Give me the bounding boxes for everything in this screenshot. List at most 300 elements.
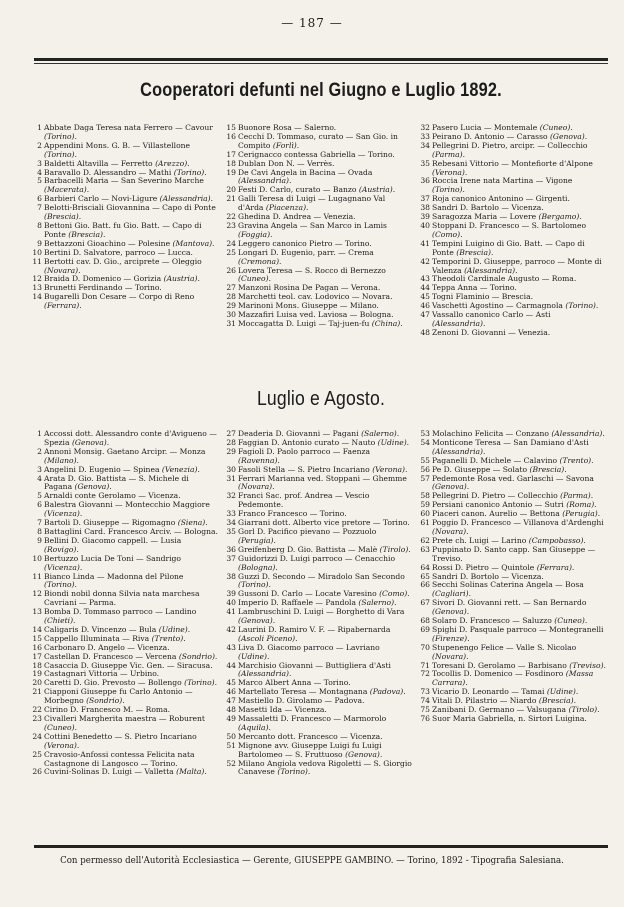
entry-number: 32 bbox=[420, 123, 430, 132]
entry-place: (Chieti). bbox=[44, 616, 76, 626]
entry-text: Massaletti D. Francesco — Marmorolo bbox=[238, 714, 387, 723]
entry-place: (Alessandria). bbox=[238, 669, 292, 679]
entry-place: (Torino). bbox=[432, 185, 465, 195]
entry-number: 17 bbox=[226, 149, 236, 159]
entry-text: Pasero Lucia — Montemale bbox=[432, 123, 538, 132]
entry-place: (Milano). bbox=[44, 455, 79, 465]
entry-number: 40 bbox=[420, 220, 430, 230]
entry-number: 18 bbox=[226, 158, 236, 168]
entry-place: (Genova). bbox=[432, 607, 470, 617]
entry-number: 29 bbox=[226, 301, 236, 311]
entry-place: (Ravenna). bbox=[238, 455, 280, 465]
entry-text: Bugarelli Don Cesare — Corpo di Reno bbox=[44, 292, 195, 302]
entry-text: Bertotti cav. D. Gio., arciprete — Oleggio bbox=[44, 256, 202, 266]
entry-place: (Novara). bbox=[432, 526, 469, 536]
entry-text: Vaschetti Agostino — Carmagnola bbox=[432, 301, 563, 311]
entry-text: Cirino D. Francesco M. — Roma. bbox=[44, 705, 171, 715]
entry-text: Toresani D. Gerolamo — Barbisano bbox=[432, 660, 567, 670]
entry-number: 9 bbox=[37, 238, 42, 248]
entry-number: 30 bbox=[226, 310, 236, 320]
entry-number: 39 bbox=[420, 212, 430, 222]
entry-text: Vassallo canonico Carlo — Asti bbox=[432, 310, 551, 320]
entry-place: (Brescia). bbox=[68, 229, 106, 239]
entry-number: 47 bbox=[226, 696, 236, 706]
entry-text: Bellini D. Giacomo cappell. — Lusia bbox=[44, 535, 182, 545]
list-item bbox=[418, 142, 606, 160]
entry-text: Bomba D. Tommaso parroco — Landino bbox=[44, 607, 197, 617]
entry-place: (Cuneo). bbox=[554, 616, 588, 626]
entry-place: (Aquila). bbox=[238, 722, 271, 732]
entry-text: Balestra Giovanni — Montecchio Maggiore bbox=[44, 500, 210, 510]
list-item bbox=[418, 439, 606, 457]
list-item bbox=[418, 670, 606, 688]
entry-place: (Udine). bbox=[158, 624, 191, 634]
entry-number: 20 bbox=[32, 678, 42, 688]
entry-number: 57 bbox=[420, 473, 430, 483]
list-item bbox=[418, 599, 606, 617]
entry-text: Bartoli D. Giuseppe — Rigomagno bbox=[44, 518, 176, 528]
entry-text: Peirano D. Antonio — Carasso bbox=[432, 131, 548, 141]
entry-number: 42 bbox=[226, 624, 236, 634]
list-item bbox=[418, 519, 606, 537]
entry-text: Milano Angiola vedova Rigoletti — S. Giorgio Canavese bbox=[238, 758, 412, 777]
entry-number: 73 bbox=[420, 687, 430, 697]
entry-text: Liva D. Giacomo parroco — Lavriano bbox=[238, 642, 380, 652]
entry-number: 8 bbox=[37, 220, 42, 230]
entry-text: Arnaldi conte Gerolamo — Vicenza. bbox=[44, 491, 181, 501]
entry-number: 34 bbox=[420, 140, 430, 150]
entry-place: (Alessandria). bbox=[159, 194, 214, 204]
entry-number: 58 bbox=[420, 491, 430, 501]
entry-place: (Bologna). bbox=[238, 562, 278, 572]
entry-place: (Campobasso). bbox=[528, 535, 586, 545]
entry-text: Molachino Felicita — Conzano bbox=[432, 429, 549, 438]
entry-place: (Alessandria). bbox=[432, 318, 486, 328]
entry-number: 5 bbox=[37, 176, 42, 186]
entry-text: Gussoni D. Carlo — Locate Varesino bbox=[238, 589, 377, 599]
entry-number: 16 bbox=[226, 131, 236, 141]
entry-text: Lambruschini D. Luigi — Borghetto di Vara bbox=[238, 607, 405, 617]
entry-text: Teppa Anna — Torino. bbox=[432, 283, 517, 293]
entry-number: 61 bbox=[420, 518, 430, 528]
entry-place: (Massa Carrara). bbox=[432, 669, 594, 688]
entry-text: Solaro D. Francesco — Saluzzo bbox=[432, 616, 552, 626]
entry-place: (Novara). bbox=[238, 482, 275, 492]
entry-number: 5 bbox=[37, 491, 42, 501]
entry-number: 3 bbox=[37, 464, 42, 474]
list-item bbox=[30, 430, 218, 448]
entry-number: 75 bbox=[420, 705, 430, 715]
entry-place: (Perugia). bbox=[238, 535, 276, 545]
entry-number: 53 bbox=[420, 429, 430, 438]
entry-text: Fasoli Stella — S. Pietro Incariano bbox=[238, 464, 370, 474]
list-item bbox=[418, 222, 606, 240]
entry-text: Civalleri Margherita maestra — Roburent bbox=[44, 714, 205, 723]
bottom-rule-thick bbox=[34, 845, 608, 848]
entry-place: (Genova). bbox=[549, 131, 588, 141]
entry-place: (China). bbox=[371, 318, 403, 328]
entry-text: Deaderia D. Giovanni — Pagani bbox=[238, 429, 359, 438]
entry-text: Baldetti Altavilla — Ferretto bbox=[44, 158, 153, 168]
entry-text: Gravina Angela — San Marco in Lamis bbox=[238, 220, 387, 230]
entry-number: 19 bbox=[226, 167, 236, 177]
list-item bbox=[224, 573, 412, 591]
entry-text: Marco Albert Anna — Torino. bbox=[238, 678, 351, 688]
entry-number: 70 bbox=[420, 642, 430, 652]
entry-number: 22 bbox=[226, 212, 236, 222]
entry-number: 35 bbox=[420, 158, 430, 168]
list-item bbox=[418, 240, 606, 258]
entry-text: Marinoni Mons. Giuseppe — Milano. bbox=[238, 301, 379, 311]
entry-number: 25 bbox=[32, 749, 42, 759]
entry-text: Giarrani dott. Alberto vice pretore — Torino. bbox=[238, 518, 410, 528]
entry-place: (Torino). bbox=[277, 767, 311, 777]
list-item bbox=[30, 733, 218, 751]
entry-number: 59 bbox=[420, 500, 430, 510]
entry-place: (Torino). bbox=[44, 149, 77, 159]
entry-text: Theodoli Cardinale Augusto — Roma. bbox=[432, 274, 577, 284]
entry-text: Sivori D. Giovanni rett. — San Bernardo bbox=[432, 598, 587, 608]
entry-text: Zanibani D. Germano — Valsugana bbox=[432, 705, 567, 715]
list-item bbox=[224, 742, 412, 760]
entry-place: (Novara). bbox=[432, 651, 469, 661]
entry-text: Barbacelli Maria — San Severino Marche bbox=[44, 176, 204, 186]
entry-place: (Torino). bbox=[44, 580, 77, 590]
entry-text: Mastiello D. Girolamo — Padova. bbox=[238, 696, 365, 706]
entry-text: Annoni Monsig. Gaetano Arcipr. — Monza bbox=[44, 446, 206, 456]
entry-text: Ciapponi Giuseppe fu Carlo Antonio — Morbegno bbox=[44, 687, 193, 706]
entry-number: 35 bbox=[226, 526, 236, 536]
entry-text: Rebesani Vittorio — Montefiorte d'Alpone bbox=[432, 158, 593, 168]
list-item bbox=[30, 475, 218, 493]
entry-number: 32 bbox=[226, 491, 236, 501]
entry-text: Suor Maria Gabriella, n. Sirtori Luigina. bbox=[432, 714, 587, 723]
entry-place: (Novara). bbox=[44, 265, 81, 275]
list-item bbox=[30, 124, 218, 142]
entry-text: Sandri D. Bartolo — Vicenza. bbox=[432, 203, 544, 213]
list-item bbox=[418, 644, 606, 662]
entry-number: 21 bbox=[226, 194, 236, 204]
entry-number: 7 bbox=[37, 203, 42, 213]
entry-number: 43 bbox=[420, 274, 430, 284]
entry-text: Dublan Don N. — Verrès. bbox=[238, 158, 335, 168]
entry-place: (Treviso). bbox=[569, 660, 606, 670]
list-item bbox=[224, 528, 412, 546]
list-item bbox=[224, 644, 412, 662]
entry-text: Franco Francesco — Torino. bbox=[238, 509, 347, 519]
entry-place: (Ferrara). bbox=[44, 301, 82, 311]
entry-number: 74 bbox=[420, 696, 430, 706]
entry-place: (Udine). bbox=[377, 437, 410, 447]
list-item bbox=[224, 715, 412, 733]
entry-number: 49 bbox=[226, 714, 236, 723]
entry-number: 31 bbox=[226, 318, 236, 328]
page-number: — 187 — bbox=[281, 16, 343, 30]
list-item bbox=[224, 608, 412, 626]
entry-text: Castellan D. Francesco — Vercena bbox=[44, 651, 177, 661]
list-item bbox=[224, 448, 412, 466]
entry-number: 45 bbox=[420, 292, 430, 302]
list-item bbox=[224, 555, 412, 573]
entry-text: Bettazzoni Gioachino — Polesine bbox=[44, 238, 171, 248]
entry-text: Barbieri Carlo — Novi-Ligure bbox=[44, 194, 158, 204]
entry-number: 25 bbox=[226, 247, 236, 257]
entry-number: 44 bbox=[226, 660, 236, 670]
entry-text: Rossi D. Pietro — Quintole bbox=[432, 562, 535, 572]
entry-number: 3 bbox=[37, 158, 42, 168]
entry-number: 46 bbox=[420, 301, 430, 311]
entry-text: Roccia Irene nata Martina — Vigone bbox=[432, 176, 573, 186]
list-item bbox=[224, 267, 412, 285]
entry-number: 14 bbox=[32, 292, 42, 302]
entry-number: 43 bbox=[226, 642, 236, 652]
entry-text: Fagioli D. Paolo parroco — Faenza bbox=[238, 446, 370, 456]
entry-place: (Genova). bbox=[74, 482, 112, 492]
list-item bbox=[30, 448, 218, 466]
entry-number: 65 bbox=[420, 571, 430, 581]
entry-place: (Brescia). bbox=[538, 696, 577, 706]
list-item bbox=[30, 768, 218, 777]
entry-text: Greifenberg D. Gio. Battista — Malè bbox=[238, 544, 378, 554]
entry-number: 16 bbox=[32, 642, 42, 652]
entry-number: 10 bbox=[32, 553, 42, 563]
entry-place: (Vicenza). bbox=[44, 509, 83, 519]
entry-text: Puppinato D. Santo capp. San Giuseppe — Treviso. bbox=[432, 544, 596, 563]
entry-number: 21 bbox=[32, 687, 42, 697]
entry-number: 29 bbox=[226, 446, 236, 456]
list-column bbox=[30, 430, 224, 840]
entry-number: 36 bbox=[420, 176, 430, 186]
entry-number: 9 bbox=[37, 535, 42, 545]
entry-text: Saragozza Maria — Lovere bbox=[432, 212, 537, 222]
entry-number: 11 bbox=[32, 571, 42, 581]
entry-number: 45 bbox=[226, 678, 236, 688]
entry-number: 41 bbox=[226, 607, 236, 617]
list-item bbox=[224, 133, 412, 151]
entry-number: 20 bbox=[226, 185, 236, 195]
entry-number: 69 bbox=[420, 624, 430, 634]
list-item bbox=[224, 662, 412, 680]
top-rule-thick bbox=[34, 58, 608, 61]
entry-text: Tempini Luigino di Gio. Batt. — Capo di Ponte bbox=[432, 238, 585, 257]
entry-place: (Foggia). bbox=[238, 229, 273, 239]
entry-number: 24 bbox=[226, 238, 236, 248]
entry-text: Braida D. Domenico — Gorizia bbox=[44, 274, 162, 284]
entry-number: 19 bbox=[32, 669, 42, 679]
entry-number: 2 bbox=[37, 446, 42, 456]
entry-number: 6 bbox=[37, 500, 42, 510]
entry-place: (Tirolo). bbox=[568, 705, 600, 715]
entry-place: (Austria). bbox=[163, 274, 200, 284]
entry-number: 51 bbox=[226, 740, 236, 750]
entry-place: (Parma). bbox=[432, 149, 465, 159]
entry-number: 37 bbox=[420, 194, 430, 204]
entry-number: 1 bbox=[37, 429, 42, 438]
entry-text: Mazzafiri Luisa ved. Laviosa — Bologna. bbox=[238, 310, 394, 320]
section-title-july-august: Luglio e Agosto. bbox=[256, 388, 386, 410]
entry-place: (Firenze). bbox=[432, 633, 470, 643]
entry-text: Cuvini-Solinas D. Luigi — Valletta bbox=[44, 767, 174, 777]
entry-text: Piaceri canon. Aurelio — Bettona bbox=[432, 509, 560, 519]
entry-number: 50 bbox=[226, 731, 236, 741]
entry-number: 11 bbox=[32, 256, 42, 266]
entry-place: (Cagliari). bbox=[432, 589, 471, 599]
entry-number: 12 bbox=[32, 589, 42, 599]
entry-text: Paganelli D. Michele — Calavino bbox=[432, 455, 558, 465]
entry-text: Guzzi D. Secondo — Miradolo San Secondo bbox=[238, 571, 405, 581]
entry-text: Laurini D. Ramiro V. F. — Ripabernarda bbox=[238, 624, 391, 634]
section-june-july-list bbox=[30, 124, 612, 374]
entry-text: Franci Sac. prof. Andrea — Vescio Pedemonte. bbox=[238, 491, 370, 510]
entry-text: Castagnari Vittoria — Urbino. bbox=[44, 669, 160, 679]
list-item bbox=[30, 222, 218, 240]
list-item bbox=[418, 581, 606, 599]
entry-number: 42 bbox=[420, 256, 430, 266]
entry-text: Baravallo D. Alessandro — Mathi bbox=[44, 167, 172, 177]
entry-text: Battaglini Card. Francesco Arciv. — Bologna. bbox=[44, 526, 218, 536]
entry-number: 17 bbox=[32, 651, 42, 661]
entry-place: (Roma). bbox=[566, 500, 597, 510]
entry-number: 38 bbox=[226, 571, 236, 581]
entry-text: Masetti Ida — Vicenza. bbox=[238, 705, 327, 715]
list-item bbox=[30, 715, 218, 733]
list-column bbox=[224, 124, 418, 374]
entry-place: (Bergamo). bbox=[538, 212, 582, 222]
entry-place: (Vicenza). bbox=[44, 562, 83, 572]
entry-text: Accossi dott. Alessandro conte d'Avigueno — Spezia bbox=[44, 429, 217, 447]
list-item bbox=[30, 537, 218, 555]
entry-number: 22 bbox=[32, 705, 42, 715]
entry-place: (Brescia). bbox=[44, 212, 82, 222]
entry-text: Marchisio Giovanni — Buttigliera d'Asti bbox=[238, 660, 391, 670]
entry-number: 28 bbox=[226, 292, 236, 302]
entry-text: Pe D. Giuseppe — Solato bbox=[432, 464, 528, 474]
entry-number: 27 bbox=[226, 283, 236, 293]
list-column bbox=[418, 124, 612, 374]
entry-text: De Cavi Angela in Bacina — Ovada bbox=[238, 167, 373, 177]
entry-number: 26 bbox=[226, 265, 236, 275]
imprint-footer: Con permesso dell'Autorità Ecclesiastica — Gerente, GIUSEPPE GAMBINO. — Torino, 1892 - Tipografia Salesiana. bbox=[60, 856, 564, 866]
entry-place: (Venezia). bbox=[161, 464, 200, 474]
list-item bbox=[224, 249, 412, 267]
list-column bbox=[224, 430, 418, 840]
entry-place: (Como). bbox=[379, 589, 410, 599]
list-item bbox=[30, 608, 218, 626]
entry-text: Brunetti Ferdinando — Torino. bbox=[44, 283, 162, 293]
entry-number: 33 bbox=[420, 131, 430, 141]
entry-number: 13 bbox=[32, 607, 42, 617]
list-item bbox=[418, 715, 606, 724]
entry-text: Marchetti teol. cav. Lodovico — Novara. bbox=[238, 292, 393, 302]
entry-number: 18 bbox=[32, 660, 42, 670]
entry-place: (Tirolo). bbox=[379, 544, 411, 554]
entry-number: 55 bbox=[420, 455, 430, 465]
list-item bbox=[224, 222, 412, 240]
entry-text: Cappello Illuminata — Riva bbox=[44, 633, 150, 643]
entry-text: Lovera Teresa — S. Rocco di Bernezzo bbox=[238, 265, 386, 275]
entry-place: (Piacenza). bbox=[265, 203, 309, 213]
entry-place: (Udine). bbox=[238, 651, 270, 661]
entry-text: Casaccia D. Giuseppe Vic. Gen. — Siracusa. bbox=[44, 660, 213, 670]
entry-number: 33 bbox=[226, 509, 236, 519]
entry-text: Zenoni D. Giovanni — Venezia. bbox=[432, 327, 551, 337]
list-item bbox=[30, 555, 218, 573]
entry-number: 1 bbox=[37, 123, 42, 132]
entry-text: Monticone Teresa — San Damiano d'Asti bbox=[432, 437, 589, 447]
list-item bbox=[30, 751, 218, 769]
list-item bbox=[30, 293, 218, 311]
entry-number: 23 bbox=[226, 220, 236, 230]
entry-number: 4 bbox=[37, 167, 42, 177]
entry-number: 60 bbox=[420, 509, 430, 519]
list-item bbox=[30, 258, 218, 276]
entry-text: Roja canonico Antonino — Girgenti. bbox=[432, 194, 570, 204]
entry-place: (Torino). bbox=[238, 580, 271, 590]
entry-text: Carbonaro D. Angelo — Vicenza. bbox=[44, 642, 170, 652]
entry-number: 12 bbox=[32, 274, 42, 284]
entry-place: (Torino). bbox=[565, 301, 599, 311]
list-item bbox=[30, 688, 218, 706]
entry-place: (Cremona). bbox=[238, 256, 282, 266]
entry-number: 63 bbox=[420, 544, 430, 554]
list-item bbox=[418, 177, 606, 195]
entry-place: (Genova). bbox=[71, 437, 110, 447]
entry-text: Festi D. Carlo, curato — Banzo bbox=[238, 185, 357, 195]
entry-number: 15 bbox=[226, 123, 236, 132]
entry-text: Moccagatta D. Luigi — Taj-juen-fu bbox=[238, 318, 370, 328]
entry-place: (Siena). bbox=[177, 518, 208, 528]
entry-text: Poggio D. Francesco — Villanova d'Ardenghi bbox=[432, 518, 604, 528]
entry-number: 76 bbox=[420, 714, 430, 723]
entry-place: (Alessandria). bbox=[238, 176, 292, 186]
entry-text: Buonore Rosa — Salerno. bbox=[238, 123, 337, 132]
entry-text: Imperio D. Raffaele — Pandola bbox=[238, 598, 356, 608]
section-july-august-list bbox=[30, 430, 612, 840]
entry-text: Temporini D. Giuseppe, parroco — Monte di Valenza bbox=[432, 256, 602, 275]
entry-text: Galli Teresa di Luigi — Lugagnano Val d'Arda bbox=[238, 194, 386, 213]
entry-text: Togni Flaminio — Brescia. bbox=[432, 292, 534, 302]
entry-number: 31 bbox=[226, 473, 236, 483]
entry-text: Caligaris D. Vincenzo — Bula bbox=[44, 624, 157, 634]
entry-place: (Trento). bbox=[151, 633, 186, 643]
entry-text: Bettoni Gio. Batt. fu Gio. Batt. — Capo di Ponte bbox=[44, 220, 202, 239]
entry-place: (Verona). bbox=[372, 464, 408, 474]
entry-text: Guidorizzi D. Luigi parroco — Cenacchio bbox=[238, 553, 396, 563]
entry-number: 39 bbox=[226, 589, 236, 599]
entry-place: (Salerno). bbox=[361, 429, 400, 438]
entry-place: (Genova). bbox=[432, 482, 470, 492]
list-item bbox=[418, 546, 606, 564]
top-rule-thin bbox=[34, 63, 608, 64]
list-item bbox=[418, 626, 606, 644]
entry-place: (Sondrio). bbox=[178, 651, 218, 661]
entry-number: 64 bbox=[420, 562, 430, 572]
entry-number: 66 bbox=[420, 580, 430, 590]
entry-number: 41 bbox=[420, 238, 430, 248]
entry-number: 10 bbox=[32, 247, 42, 257]
entry-place: (Genova). bbox=[238, 616, 276, 626]
entry-text: Cecchi D. Tommaso, curato — San Gio. in Compito bbox=[238, 131, 398, 150]
entry-number: 56 bbox=[420, 464, 430, 474]
entry-text: Cottini Benedetto — S. Pietro Incariano bbox=[44, 731, 197, 741]
entry-number: 4 bbox=[37, 473, 42, 483]
list-item bbox=[30, 204, 218, 222]
entry-text: Tocollis D. Domenico — Fosdinoro bbox=[432, 669, 564, 679]
entry-number: 54 bbox=[420, 437, 430, 447]
list-item bbox=[30, 142, 218, 160]
entry-number: 36 bbox=[226, 544, 236, 554]
entry-text: Stoppani D. Francesco — S. Bartolomeo bbox=[432, 220, 587, 230]
